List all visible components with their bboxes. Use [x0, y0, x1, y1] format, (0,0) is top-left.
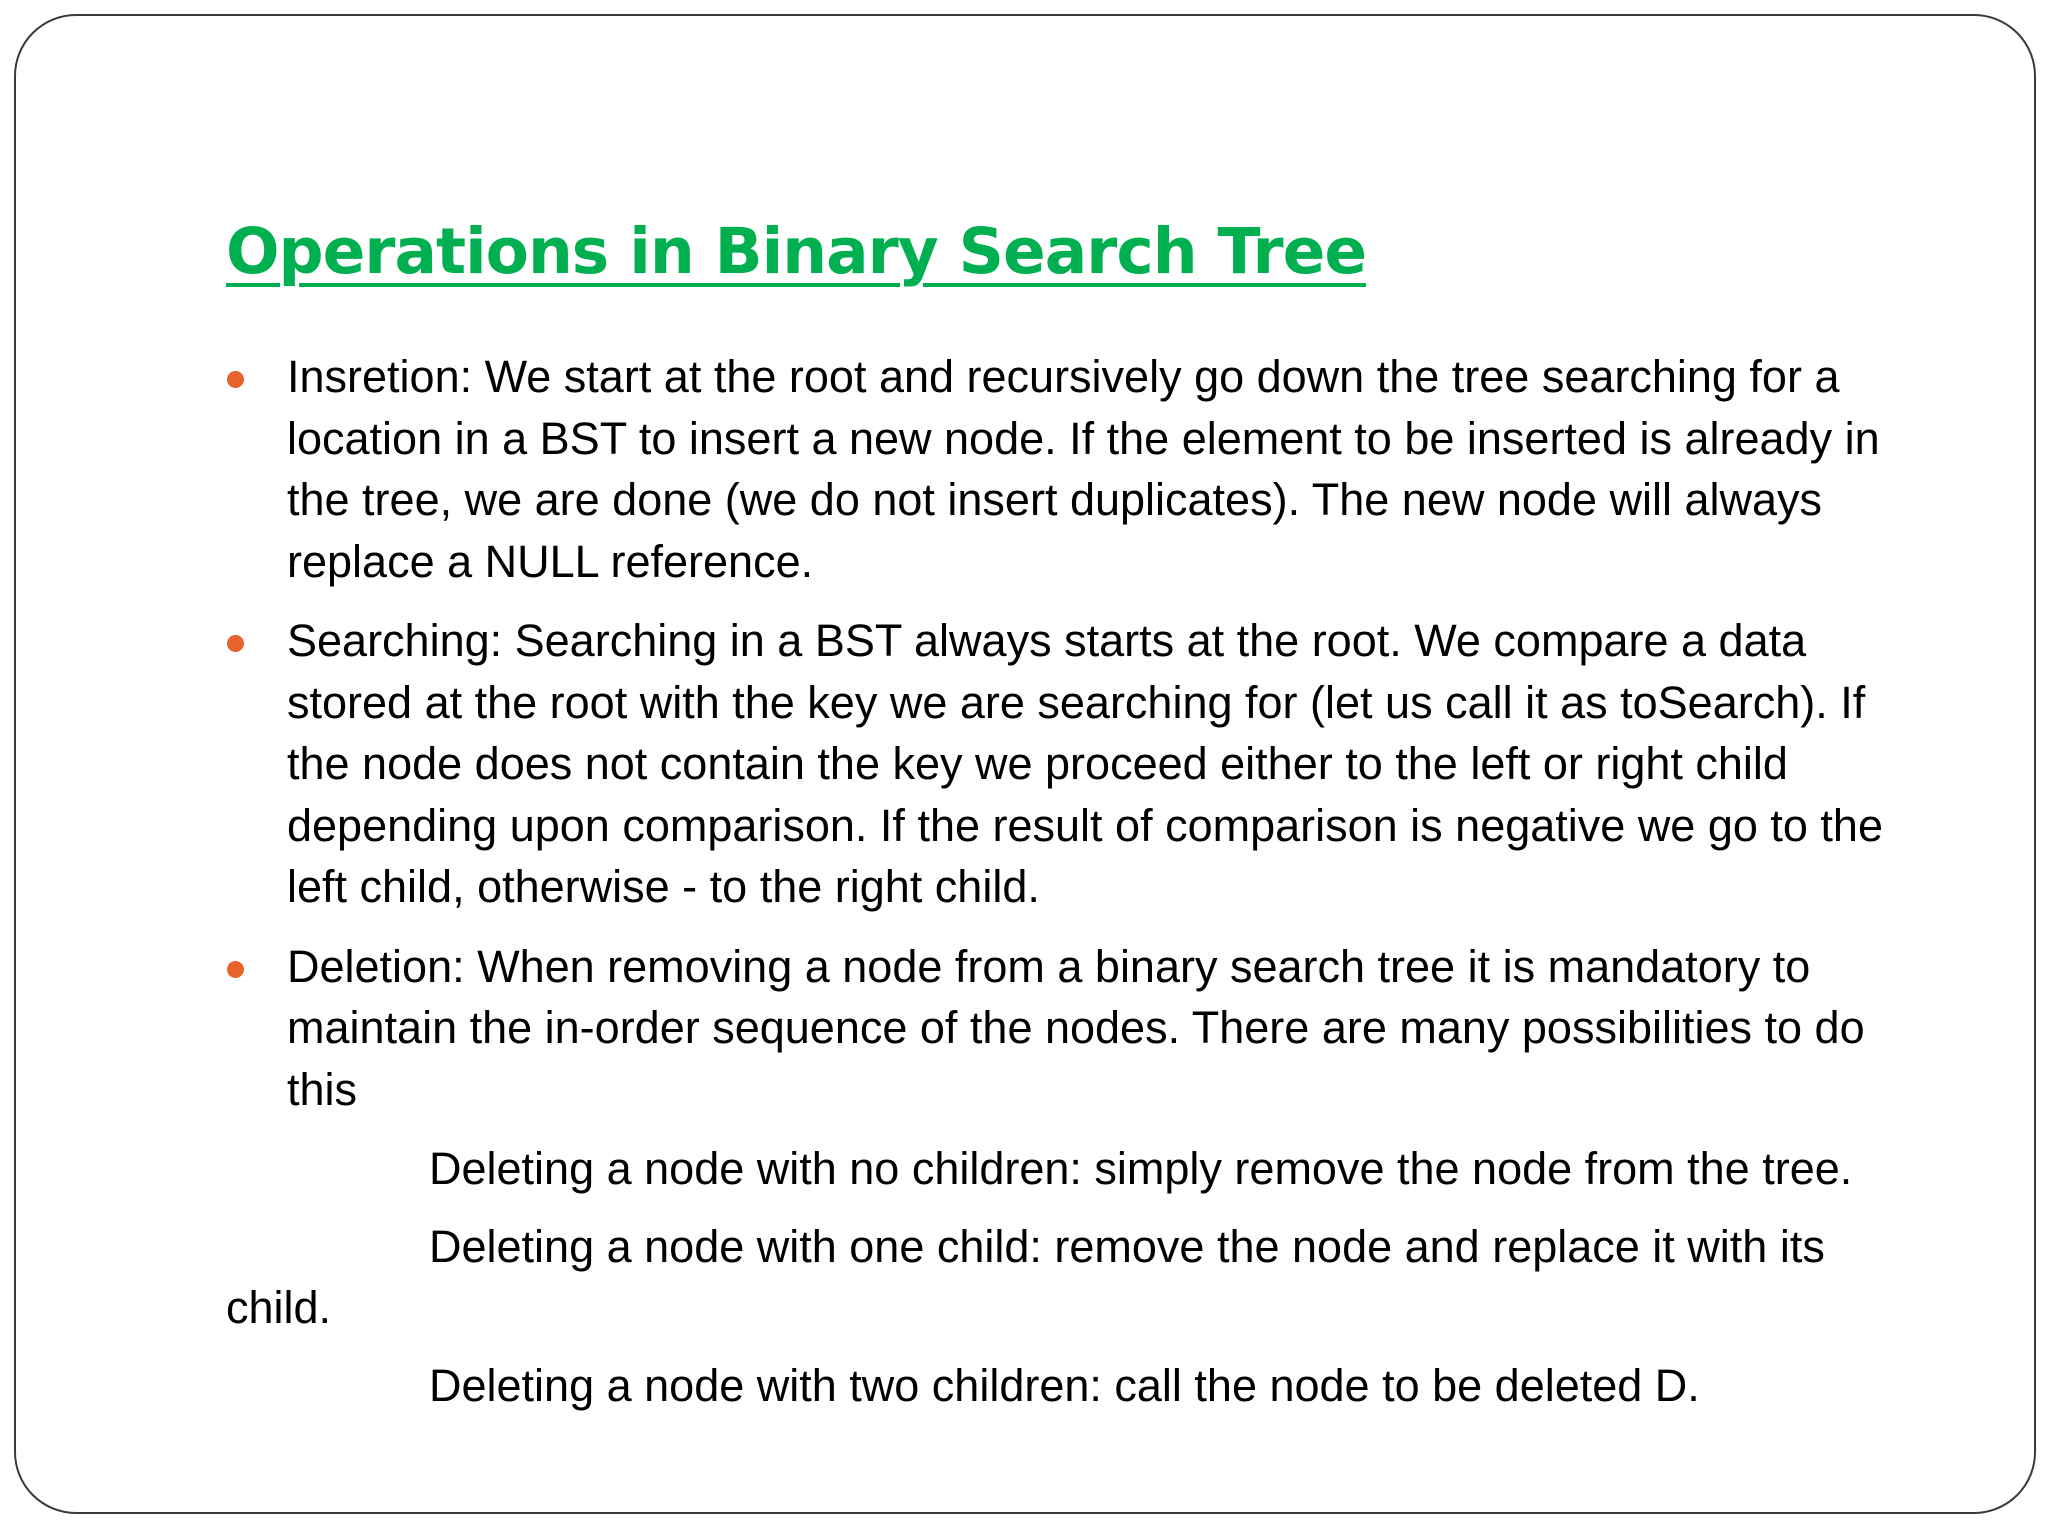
bullet-list: [226, 346, 1926, 1120]
bullet-dot-icon: [227, 635, 244, 652]
bullet-dot-icon: [227, 371, 244, 388]
bullet-deletion: [226, 936, 1926, 1121]
bullet-dot-icon: [227, 961, 244, 978]
bullet-text: Insretion: We start at the root and recursively go down the tree searching for a location in a BST to insert a new node. If the element to be inserted is already in the tree, we are done (we do not insert duplicates). The new node will always replace a NULL reference.: [287, 351, 1880, 587]
slide-frame: [14, 14, 2036, 1514]
bullet-text: Searching: Searching in a BST always starts at the root. We compare a data stored at the root with the key we are searching for (let us call it as toSearch). If the node does not contain the key we proceed either to the left or right child depending upon comparison. If the result of comparison is negative we go to the left child, otherwise - to the right child.: [287, 615, 1883, 912]
bullet-insertion: [226, 346, 1926, 592]
deletion-case-one-child: Deleting a node with one child: remove the node and replace it with its child.: [226, 1220, 1825, 1333]
deletion-case-no-children: Deleting a node with no children: simply remove the node from the tree.: [429, 1143, 1853, 1194]
deletion-case-two-children: Deleting a node with two children: call the node to be deleted D.: [429, 1359, 1700, 1411]
slide-body: [226, 346, 1926, 1432]
slide-title: Operations in Binary Search Tree: [226, 215, 1367, 288]
bullet-text: Deletion: When removing a node from a binary search tree it is mandatory to maintain the in-order sequence of the nodes. There are many possibilities to do this: [287, 940, 1865, 1115]
bullet-searching: [226, 610, 1926, 918]
